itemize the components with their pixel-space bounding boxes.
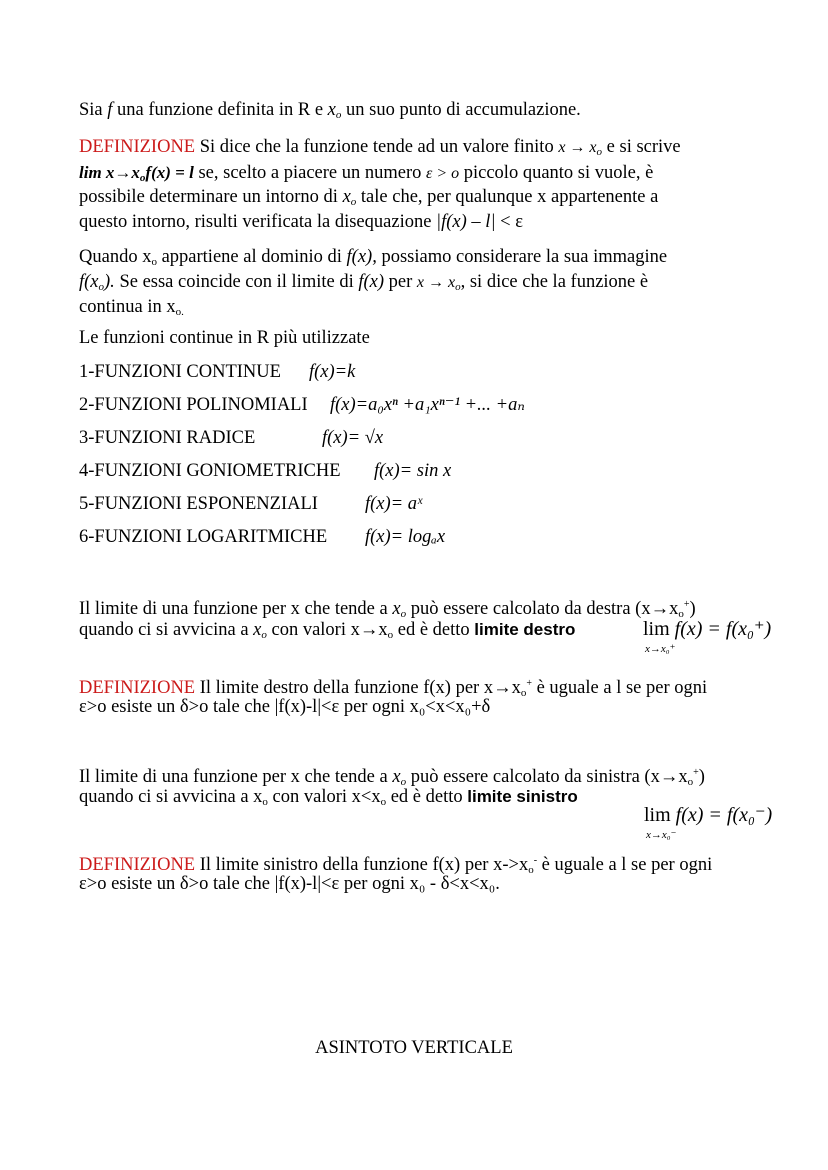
definition-label-3: DEFINIZIONE [79,855,196,875]
intro-f: f [107,100,113,120]
function-name-4: 4-FUNZIONI GONIOMETRICHE [79,461,341,481]
left-text-3: quando ci si avvicina a x [79,787,263,807]
right-x0: x [392,599,401,619]
def1-x0-sub: o [596,146,603,158]
cont-text-3: possiamo considerare la sua immagine [376,247,668,267]
def2-sub: o [520,687,527,699]
function-formula-1: f(x)=k [309,362,356,382]
right-text-4: con valori x→x [266,620,388,640]
intro-line [79,98,581,128]
left-sup: + [693,767,699,778]
left-x0: x [392,767,401,787]
def2-text: Il limite destro della funzione f(x) per x→x [195,678,521,698]
function-formula-4: f(x)= sin x [374,461,452,481]
cont-line-3 [79,295,184,325]
left-lim-under: x→x₀⁻ [646,829,677,841]
def1-text-4: piccolo quanto si vuole, è [459,163,654,183]
definition-label-2: DEFINIZIONE [79,678,196,698]
cont-fx0: f(x [79,272,99,292]
right-x0-sub-2: o [261,629,267,641]
intro-x0: x [327,100,336,120]
list-title: Le funzioni continue in R più utilizzate [79,328,370,348]
function-name-2: 2-FUNZIONI POLINOMIALI [79,395,308,415]
left-text: Il limite di una funzione per x che tende a [79,767,393,787]
def2-sup: + [526,678,532,689]
def3-sup: - [533,855,538,866]
def1-lim: lim x→x [79,163,140,182]
right-sub-2: o [387,629,394,641]
function-formula-6: f(x)= logₐx [365,527,446,547]
cont-text-4: Se essa coincide con il limite di [114,272,359,292]
cont-fx: f(x), [346,247,377,267]
def1-x-to-x0: x → x [558,139,597,156]
left-text-5: ed è detto [386,787,468,807]
definition-label: DEFINIZIONE [79,137,196,157]
cont-fx-2: f(x) [358,272,385,292]
intro-text-2: una funzione definita in R e [112,100,328,120]
def3-text-2: è uguale a l se per ogni [537,855,713,875]
right-close: ) [689,599,696,619]
def1-abs: |f(x) – l| [436,212,496,232]
cont-sub-2: o. [175,306,184,318]
right-lim-under: x→x₀⁺ [645,643,676,655]
left-text-2: può essere calcolato da sinistra (x→x [406,767,688,787]
cont-text-5: , si dice che la funzione è [460,272,649,292]
def1-text-5: possibile determinare un intorno di [79,187,343,207]
cont-x0-sub: o [455,281,461,293]
def1-lim-sub: o [139,172,146,184]
function-formula-5: f(x)= aˣ [365,494,423,514]
left-sub: o [687,776,694,788]
right-sub: o [678,608,684,620]
left-lim-expr: f(x) = f(x₀⁻) [675,804,773,826]
def3-line-2: ε>o esiste un δ>o tale che |f(x)-l|<ε per ogni x₀ - δ<x<x₀. [79,874,500,894]
right-limit-term: limite destro [474,620,576,639]
def2-text-2: è uguale a l se per ogni [531,678,708,698]
def1-x0: x [342,187,351,207]
cont-fx0-close: ). [104,272,115,292]
right-line-2 [79,617,575,648]
function-name-6: 6-FUNZIONI LOGARITMICHE [79,527,328,547]
cont-text-2: appartiene al dominio di [156,247,347,267]
function-name-5: 5-FUNZIONI ESPONENZIALI [79,494,318,514]
def1-text-2: e si scrive [602,137,681,157]
def1-text-7: questo intorno, risulti verificata la disequazione [79,212,437,232]
def1-lim-expr: f(x) = l [145,163,194,182]
function-name-3: 3-FUNZIONI RADICE [79,428,256,448]
left-sub-3: o [380,796,387,808]
left-x0-sub: o [400,776,407,788]
right-x0-2: x [253,620,262,640]
right-lim-expr: f(x) = f(x₀⁺) [674,618,772,640]
cont-x-to-x0: x → x [416,274,456,291]
right-text-5: ed è detto [393,620,475,640]
def3-sub: o [528,864,534,876]
function-formula-3: f(x)= √x [322,428,384,448]
right-text: Il limite di una funzione per x che tende a [79,599,393,619]
function-formula-2: f(x)=a₀xⁿ +a₁xⁿ⁻¹ +... +aₙ [330,395,525,415]
cont-text-6: continua in x [79,297,176,317]
cont-per: per [384,272,417,292]
left-text-4: con valori x<x [267,787,381,807]
def1-ineq: < ε [495,212,523,232]
def1-text: Si dice che la funzione tende ad un valore finito [195,137,559,157]
def2-line-2: ε>o esiste un δ>o tale che |f(x)-l|<ε per ogni x₀<x<x₀+δ [79,697,491,717]
intro-text-3: un suo punto di accumulazione. [341,100,581,120]
right-sup: + [683,599,690,610]
def3-text: Il limite sinistro della funzione f(x) per x->x [195,855,529,875]
intro-x0-sub: o [335,109,342,121]
def1-x0-sub-2: o [350,196,357,208]
function-name-1: 1-FUNZIONI CONTINUE [79,362,281,382]
def1-epsilon: ε > o [426,165,460,182]
cont-fx0-sub: o [98,281,105,293]
cont-sub: o [151,256,157,268]
left-limit-formula [644,802,773,841]
left-limit-term: limite sinistro [467,787,578,806]
right-x0-sub: o [400,608,407,620]
cont-text: Quando x [79,247,152,267]
intro-text: Sia [79,100,108,120]
def1-line-4 [79,210,523,235]
right-limit-formula [643,616,772,655]
right-text-2: può essere calcolato da destra (x→x [406,599,679,619]
left-sub-2: o [262,796,268,808]
left-lim-word: lim [644,804,671,826]
left-close: ) [698,767,705,787]
section-title: ASINTOTO VERTICALE [315,1038,513,1058]
right-text-3: quando ci si avvicina a [79,620,254,640]
def1-text-3: se, scelto a piacere un numero [193,163,427,183]
right-lim-word: lim [643,618,670,640]
def1-text-6: tale che, per qualunque x appartenente a [356,187,659,207]
left-line-2 [79,784,578,815]
